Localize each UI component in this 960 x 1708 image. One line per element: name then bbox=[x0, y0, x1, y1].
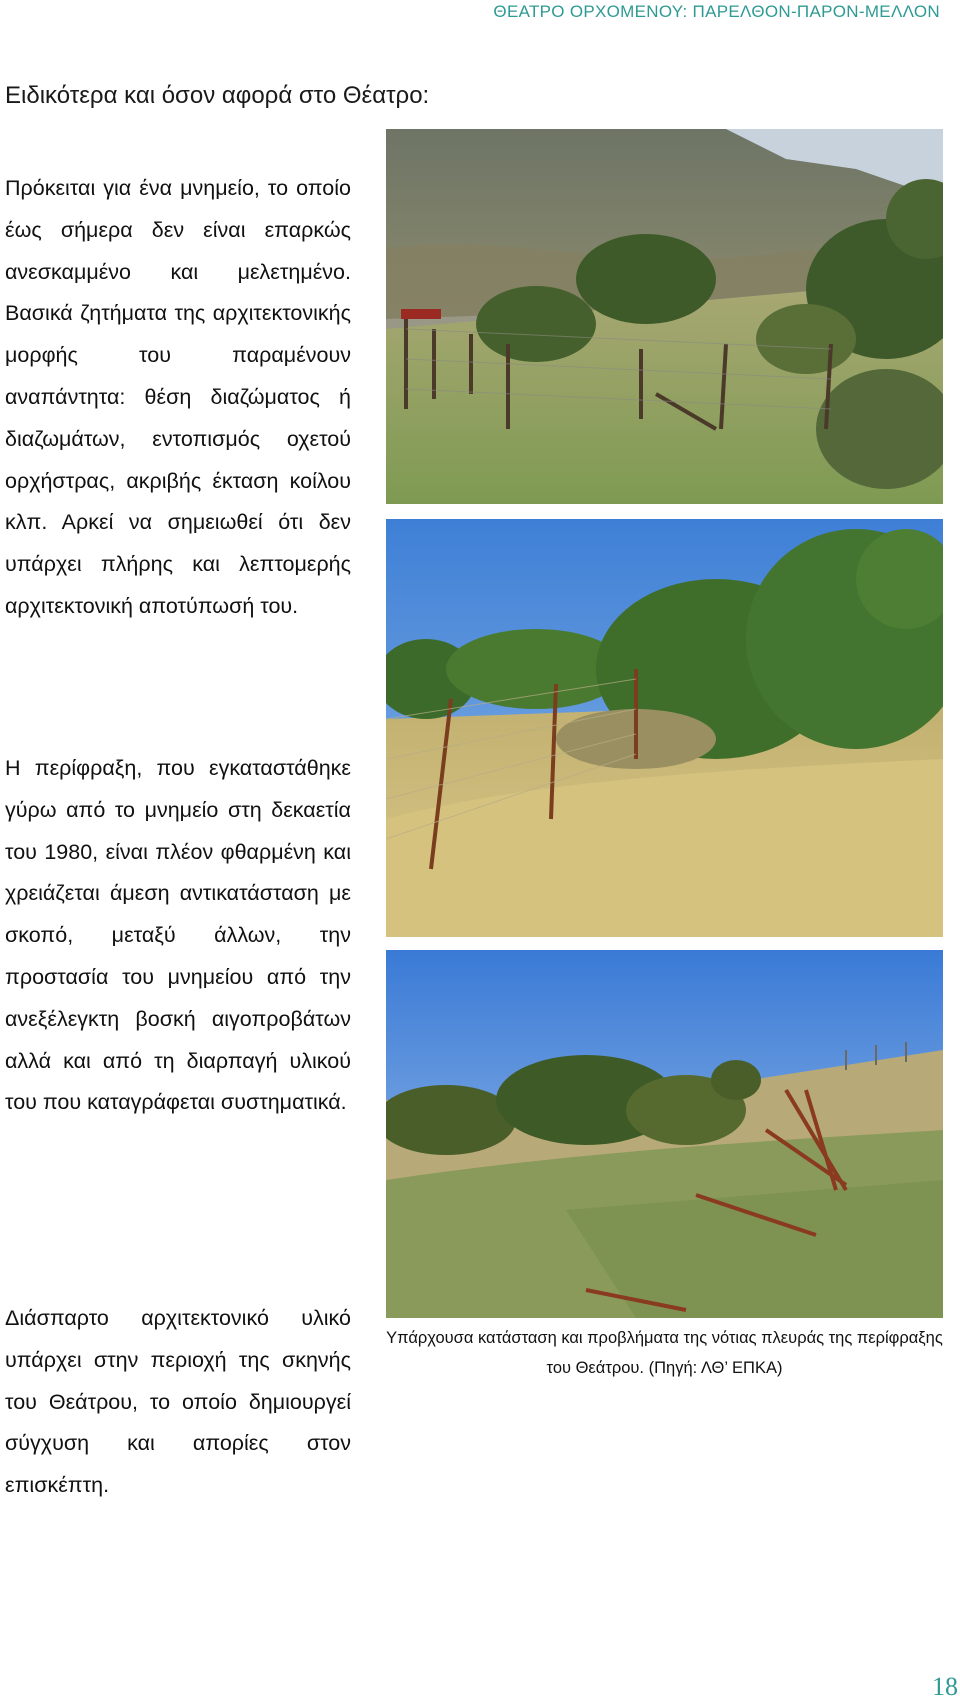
photo-fence-bushes bbox=[386, 519, 943, 937]
running-header: ΘΕΑΤΡΟ ΟΡΧΟΜΕΝΟΥ: ΠΑΡΕΛΘΟΝ-ΠΑΡΟΝ-ΜΕΛΛΟΝ bbox=[493, 2, 940, 21]
photo-fence-hillside bbox=[386, 129, 943, 504]
page-number: 18 bbox=[932, 1672, 958, 1701]
figure-caption: Υπάρχουσα κατάσταση και προβλήματα της νότιας πλευράς της περίφραξης του Θεάτρου. (Πηγή: ΛΘ’ ΕΠΚΑ) bbox=[386, 1329, 943, 1377]
paragraph-scattered-material: Διάσπαρτο αρχιτεκτονικό υλικό υπάρχει στην περιοχή της σκηνής του Θεάτρου, το οποίο δημιουργεί σύγχυση και απορίες στον επισκέπτη. bbox=[5, 1306, 351, 1498]
section-title: Ειδικότερα και όσον αφορά στο Θέατρο: bbox=[5, 82, 430, 109]
paragraph-fence-condition: Η περίφραξη, που εγκαταστάθηκε γύρω από το μνημείο στη δεκαετία του 1980, είναι πλέον φθαρμένη και χρειάζεται άμεση αντικατάσταση με σκοπό, μεταξύ άλλων, την προστασία του μνημείου από την ανεξέλεγκτη βοσκή αιγοπροβάτων αλλά και από τη διαρπαγή υλικού του που καταγράφεται συστηματικά. bbox=[5, 756, 351, 1115]
paragraph-monument-state: Πρόκειται για ένα μνημείο, το οποίο έως σήμερα δεν είναι επαρκώς ανεσκαμμένο και μελετημένο. Βασικά ζητήματα της αρχιτεκτονικής μορφής του παραμένουν αναπάντητα: θέση διαζώματος ή διαζωμάτων, εντοπισμός οχετού ορχήστρας, ακριβής έκταση κοίλου κλπ. Αρκεί να σημειωθεί ότι δεν υπάρχει πλήρης και λεπτομερής αρχιτεκτονική αποτύπωσή του. bbox=[5, 176, 351, 618]
photo-broken-fence bbox=[386, 950, 943, 1318]
